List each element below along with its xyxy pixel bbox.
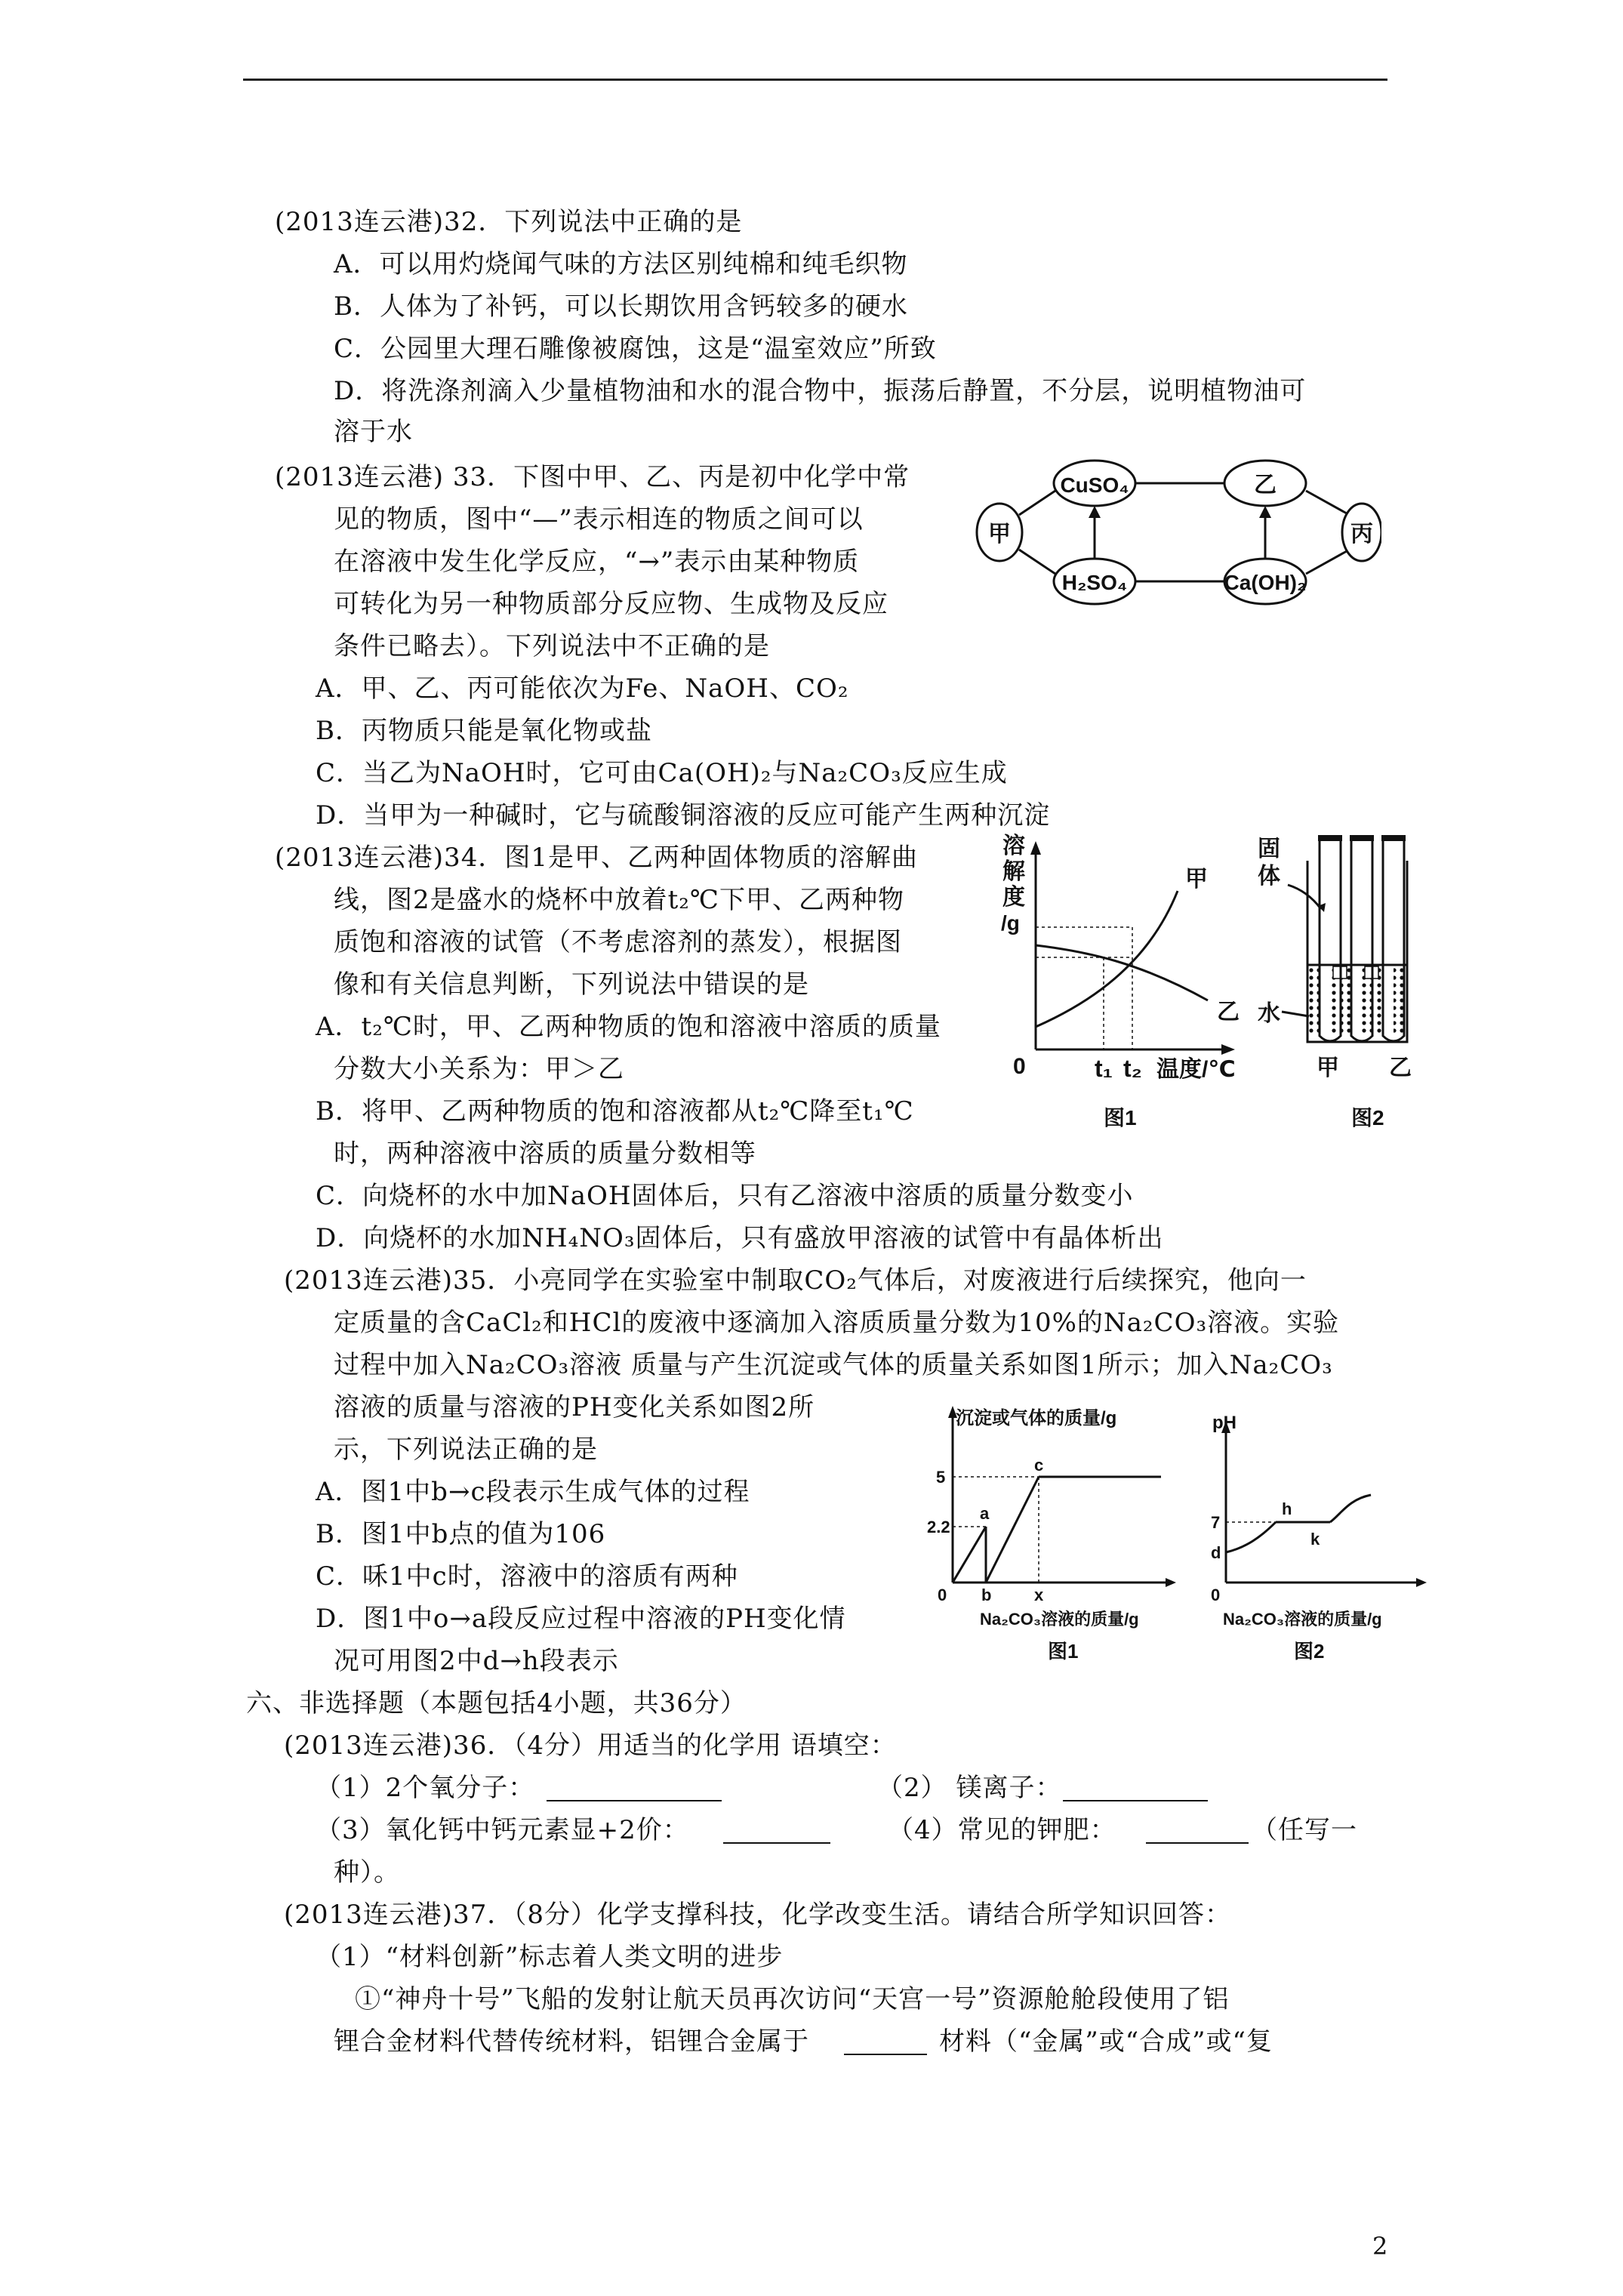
- q34-t2: t₂: [1123, 1055, 1142, 1082]
- q35-fig1-xlabel: Na₂CO₃溶液的质量/g: [980, 1610, 1139, 1629]
- q33-label-jia: 甲: [988, 522, 1011, 547]
- q37-part-1-item-end: 材料（“金属”或“合成”或“复: [939, 2026, 1273, 2057]
- q36-part-2: （2） 镁离子：: [877, 1773, 1062, 1803]
- q34-xlabel: 温度/℃: [1156, 1057, 1236, 1082]
- q35-fig2-caption: 图2: [1294, 1640, 1325, 1663]
- q35-fig1-x: x: [1034, 1586, 1044, 1604]
- q34-stem-2: 线，图2是盛水的烧杯中放着t₂℃下甲、乙两种物: [334, 885, 904, 915]
- q34-ylabel-3: 度: [1002, 885, 1025, 910]
- q34-t1: t₁: [1095, 1055, 1113, 1082]
- q35-option-d: D．图1中o→a段反应过程中溶液的PH变化情: [316, 1604, 846, 1634]
- q33-label-h2so4: H₂SO₄: [1061, 571, 1128, 594]
- q34-stem-4: 像和有关信息判断，下列说法中错误的是: [334, 969, 809, 1000]
- q35-fig1-a: a: [980, 1504, 990, 1523]
- q34-option-a-cont: 分数大小关系为：甲＞乙: [334, 1054, 624, 1084]
- q35-option-a: A．图1中b→c段表示生成气体的过程: [316, 1477, 750, 1507]
- q35-fig2-k: k: [1310, 1530, 1320, 1549]
- q33-stem-4: 可转化为另一种物质部分反应物、生成物及反应: [334, 589, 888, 619]
- q32-stem: (2013连云港)32．下列说法中正确的是: [275, 207, 743, 237]
- q35-fig2-xlabel: Na₂CO₃溶液的质量/g: [1223, 1610, 1382, 1629]
- q35-fig2-ylabel: pH: [1212, 1413, 1236, 1433]
- header-rule: [243, 79, 1387, 81]
- q35-option-b: B．图1中b点的值为106: [316, 1519, 606, 1549]
- q36-answer-blank-3[interactable]: [723, 1814, 830, 1844]
- q33-stem-3: 在溶液中发生化学反应，“→”表示由某种物质: [334, 547, 860, 577]
- q37-part-1: （1）“材料创新”标志着人类文明的进步: [316, 1942, 784, 1972]
- q32-option-b: B．人体为了补钙，可以长期饮用含钙较多的硬水: [334, 291, 908, 322]
- q35-fig1-origin: 0: [938, 1586, 947, 1604]
- q37-part-1-item: ①“神舟十号”飞船的发射让航天员再次访问“天宫一号”资源舱舱段使用了铝: [355, 1984, 1230, 2014]
- q35-fig2-d: d: [1211, 1543, 1221, 1562]
- q33-option-a: A．甲、乙、丙可能依次为Fe、NaOH、CO₂: [316, 673, 849, 704]
- q34-stem-3: 质饱和溶液的试管（不考虑溶剂的蒸发），根据图: [334, 927, 902, 957]
- q34-ylabel-2: 解: [1002, 859, 1025, 884]
- q35-option-d-cont: 况可用图2中d→h段表示: [334, 1646, 619, 1676]
- q34-origin: 0: [1013, 1054, 1026, 1079]
- q36-stem: (2013连云港)36．（4分）用适当的化学用 语填空：: [284, 1730, 897, 1761]
- q34-curve-yi-label: 乙: [1217, 1000, 1240, 1025]
- q33-label-caoh2: Ca(OH)₂: [1224, 571, 1307, 594]
- q36-answer-blank-2[interactable]: [1063, 1771, 1208, 1801]
- q35-stem-2: 定质量的含CaCl₂和HCl的废液中逐滴加入溶质质量分数为10%的Na₂CO₃溶液。实验: [334, 1308, 1340, 1338]
- q35-stem-4: 溶液的质量与溶液的PH变化关系如图2所: [334, 1392, 815, 1422]
- q33-stem-2: 见的物质，图中“—”表示相连的物质之间可以: [334, 504, 864, 535]
- q34-solid-label-2: 体: [1258, 864, 1280, 889]
- q37-stem: (2013连云港)37．（8分）化学支撑科技，化学改变生活。请结合所学知识回答：: [284, 1900, 1231, 1930]
- q35-stem-3: 过程中加入Na₂CO₃溶液 质量与产生沉淀或气体的质量关系如图1所示；加入Na₂CO₃: [334, 1350, 1333, 1380]
- q37-part-1-item-cont: 锂合金材料代替传统材料，铝锂合金属于: [334, 2026, 809, 2057]
- q35-fig1-y22: 2.2: [927, 1518, 950, 1536]
- q37-answer-blank[interactable]: [844, 2025, 927, 2055]
- q35-fig2-y7: 7: [1211, 1513, 1221, 1532]
- q32-option-c: C．公园里大理石雕像被腐蚀，这是“温室效应”所致: [334, 334, 937, 364]
- q34-stem-1: (2013连云港)34．图1是甲、乙两种固体物质的溶解曲: [275, 843, 918, 873]
- q36-answer-blank-4[interactable]: [1146, 1814, 1249, 1844]
- q33-label-bing: 丙: [1350, 522, 1373, 547]
- q32-option-a: A．可以用灼烧闻气味的方法区别纯棉和纯毛织物: [334, 249, 908, 279]
- page-number: 2: [1372, 2232, 1388, 2261]
- q34-option-a: A．t₂℃时，甲、乙两种物质的饱和溶液中溶质的质量: [316, 1012, 941, 1042]
- q35-fig1-caption: 图1: [1048, 1640, 1079, 1663]
- q33-option-d: D．当甲为一种碱时，它与硫酸铜溶液的反应可能产生两种沉淀: [316, 800, 1051, 831]
- q33-option-c: C．当乙为NaOH时，它可由Ca(OH)₂与Na₂CO₃反应生成: [316, 758, 1008, 788]
- q36-part-4: （4）常见的钾肥：: [888, 1815, 1116, 1845]
- q35-option-c: C．咊1中c时，溶液中的溶质有两种: [316, 1561, 738, 1592]
- q34-tube-jia-label: 甲: [1317, 1056, 1339, 1080]
- q34-tube-yi-label: 乙: [1389, 1056, 1412, 1080]
- q34-ylabel-4: /g: [1001, 911, 1020, 935]
- q35-fig1-b: b: [981, 1586, 992, 1604]
- q33-label-yi: 乙: [1254, 473, 1277, 498]
- q33-stem-5: 条件已略去）。下列说法中不正确的是: [334, 631, 770, 661]
- section-6-heading: 六、非选择题（本题包括4小题，共36分）: [246, 1688, 747, 1718]
- q34-solid-label-1: 固: [1258, 837, 1280, 861]
- q32-option-d-cont: 溶于水: [334, 417, 413, 447]
- q34-curve-jia-label: 甲: [1185, 867, 1208, 892]
- q34-option-d: D．向烧杯的水加NH₄NO₃固体后，只有盛放甲溶液的试管中有晶体析出: [316, 1223, 1164, 1253]
- q33-label-cuso4: CuSO₄: [1060, 473, 1129, 497]
- q34-solubility-chart: [996, 831, 1253, 1133]
- q35-fig2-origin: 0: [1211, 1586, 1221, 1604]
- q35-fig2-h: h: [1282, 1499, 1292, 1518]
- q35-fig1-c: c: [1034, 1456, 1044, 1475]
- q34-option-c: C．向烧杯的水中加NaOH固体后，只有乙溶液中溶质的质量分数变小: [316, 1181, 1134, 1211]
- q35-stem-5: 示，下列说法正确的是: [334, 1435, 598, 1465]
- q34-option-b: B．将甲、乙两种物质的饱和溶液都从t₂℃降至t₁℃: [316, 1096, 914, 1126]
- q34-option-b-cont: 时，两种溶液中溶质的质量分数相等: [334, 1139, 756, 1169]
- q35-mass-chart: [927, 1401, 1184, 1666]
- q32-option-d: D．将洗涤剂滴入少量植物油和水的混合物中，振荡后静置，不分层，说明植物油可: [334, 376, 1307, 406]
- q36-part-3: （3）氧化钙中钙元素显+2价：: [316, 1815, 689, 1845]
- q35-fig1-ylabel: 沉淀或气体的质量/g: [956, 1408, 1117, 1428]
- q34-ylabel-1: 溶: [1002, 834, 1025, 858]
- q35-fig1-y5: 5: [936, 1468, 946, 1487]
- q36-part-4-note-cont: 种）。: [334, 1857, 400, 1888]
- q34-caption-2: 图2: [1351, 1106, 1384, 1130]
- q33-option-b: B．丙物质只能是氧化物或盐: [316, 716, 652, 746]
- q36-answer-blank-1[interactable]: [547, 1771, 722, 1801]
- q35-stem-1: (2013连云港)35．小亮同学在实验室中制取CO₂气体后，对废液进行后续探究，他向一: [284, 1265, 1307, 1296]
- q34-caption-1: 图1: [1104, 1106, 1137, 1130]
- q34-water-label: 水: [1258, 1001, 1280, 1026]
- q36-part-4-note: （任写一: [1252, 1815, 1357, 1845]
- q36-part-1: （1）2个氧分子：: [316, 1773, 535, 1803]
- q33-relation-diagram: [974, 453, 1381, 627]
- q34-beaker-figure: [1255, 831, 1428, 1133]
- q35-ph-chart: [1200, 1401, 1442, 1666]
- q33-stem-1: (2013连云港) 33．下图中甲、乙、丙是初中化学中常: [275, 462, 910, 492]
